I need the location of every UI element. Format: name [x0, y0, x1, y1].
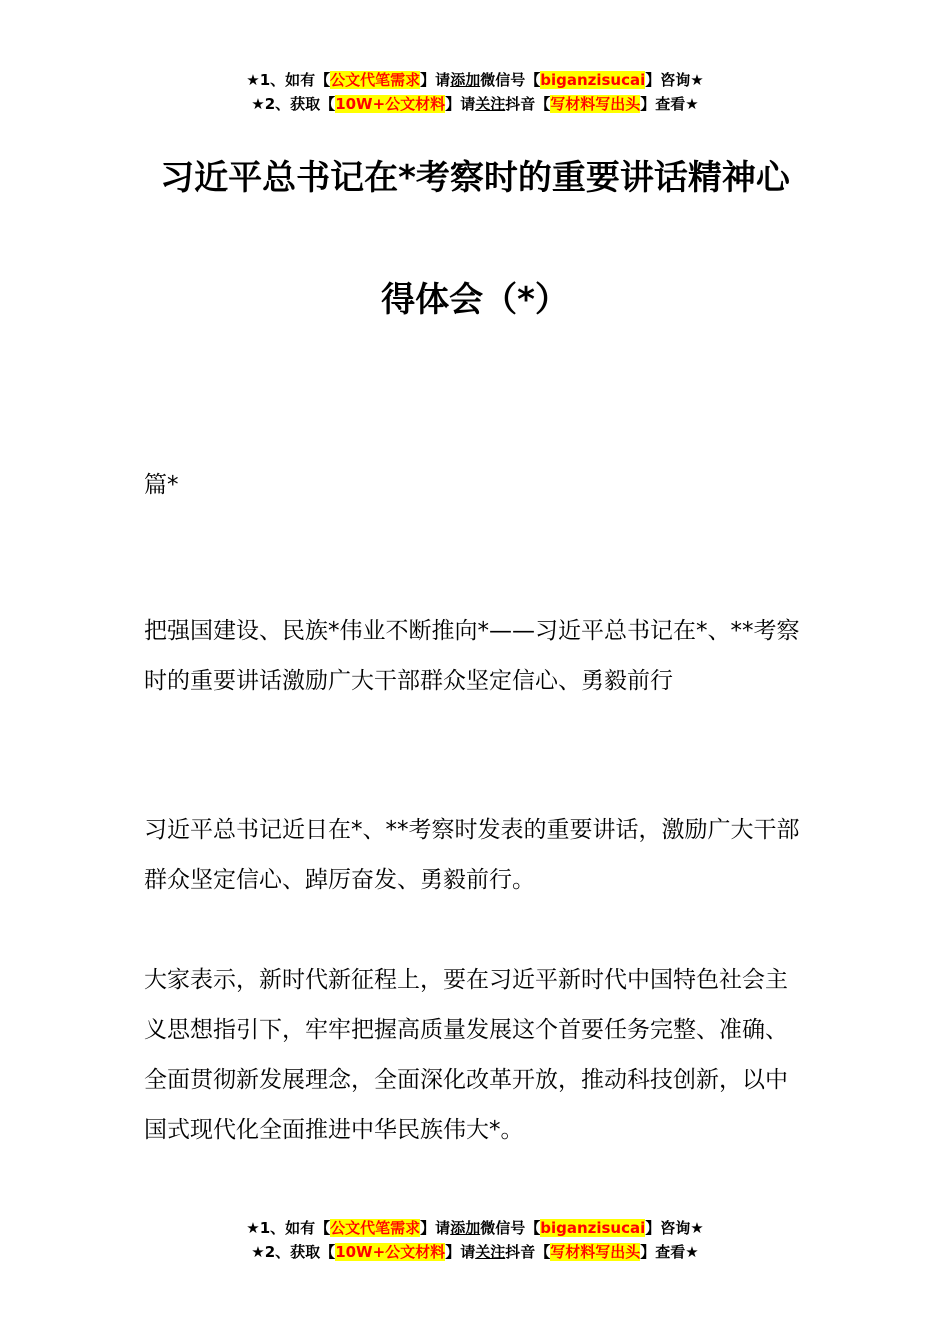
banner-text: 】请 [445, 95, 476, 113]
banner-text: 抖音【 [505, 95, 551, 113]
douyin-id-highlight: 写材料写出头 [550, 1243, 641, 1261]
highlight-text: 公文代笔需求 [330, 1219, 421, 1237]
banner-text: 】查看★ [640, 95, 699, 113]
banner-line-2 [0, 1240, 950, 1264]
banner-text: 抖音【 [505, 1243, 551, 1261]
highlight-text: 公文代笔需求 [330, 71, 421, 89]
footer-ad-banner [0, 1216, 950, 1264]
underlined-text: 添加 [450, 1219, 481, 1237]
highlight-text: 10W+公文材料 [335, 1243, 446, 1261]
banner-text: 微信号【 [480, 1219, 541, 1237]
highlight-text: 10W+公文材料 [335, 95, 446, 113]
underlined-text: 添加 [450, 71, 481, 89]
underlined-text: 关注 [475, 95, 506, 113]
banner-text: 】请 [420, 1219, 451, 1237]
body-paragraph-1: 把强国建设、民族*伟业不断推向*——习近平总书记在*、**考察时的重要讲话激励广大干部群众坚定信心、勇毅前行 [144, 618, 800, 694]
wechat-id-highlight: biganzisucai [540, 1219, 646, 1237]
banner-text: ★1、如有【 [246, 1219, 331, 1237]
header-ad-banner [0, 68, 950, 116]
banner-text: 】咨询★ [645, 71, 704, 89]
banner-line-1 [0, 68, 950, 92]
banner-line-2 [0, 92, 950, 116]
body-paragraph-2: 习近平总书记近日在*、**考察时发表的重要讲话，激励广大干部群众坚定信心、踔厉奋发、勇毅前行。 [144, 817, 800, 893]
underlined-text: 关注 [475, 1243, 506, 1261]
banner-text: 】咨询★ [645, 1219, 704, 1237]
banner-text: 】请 [420, 71, 451, 89]
section-label: 篇* [144, 472, 179, 498]
banner-text: 微信号【 [480, 71, 541, 89]
banner-text: ★2、获取【 [251, 1243, 336, 1261]
body-paragraph-3: 大家表示，新时代新征程上，要在习近平新时代中国特色社会主义思想指引下，牢牢把握高质量发展这个首要任务完整、准确、全面贯彻新发展理念，全面深化改革开放，推动科技创新，以中国式现代化全面推进中华民族伟大*。 [144, 967, 788, 1143]
banner-text: ★2、获取【 [251, 95, 336, 113]
banner-text: 】查看★ [640, 1243, 699, 1261]
banner-text: 】请 [445, 1243, 476, 1261]
document-title-line-2: 得体会（*） [381, 280, 569, 320]
banner-text: ★1、如有【 [246, 71, 331, 89]
document-title-line-1: 习近平总书记在*考察时的重要讲话精神心 [160, 158, 790, 198]
douyin-id-highlight: 写材料写出头 [550, 95, 641, 113]
banner-line-1 [0, 1216, 950, 1240]
wechat-id-highlight: biganzisucai [540, 71, 646, 89]
